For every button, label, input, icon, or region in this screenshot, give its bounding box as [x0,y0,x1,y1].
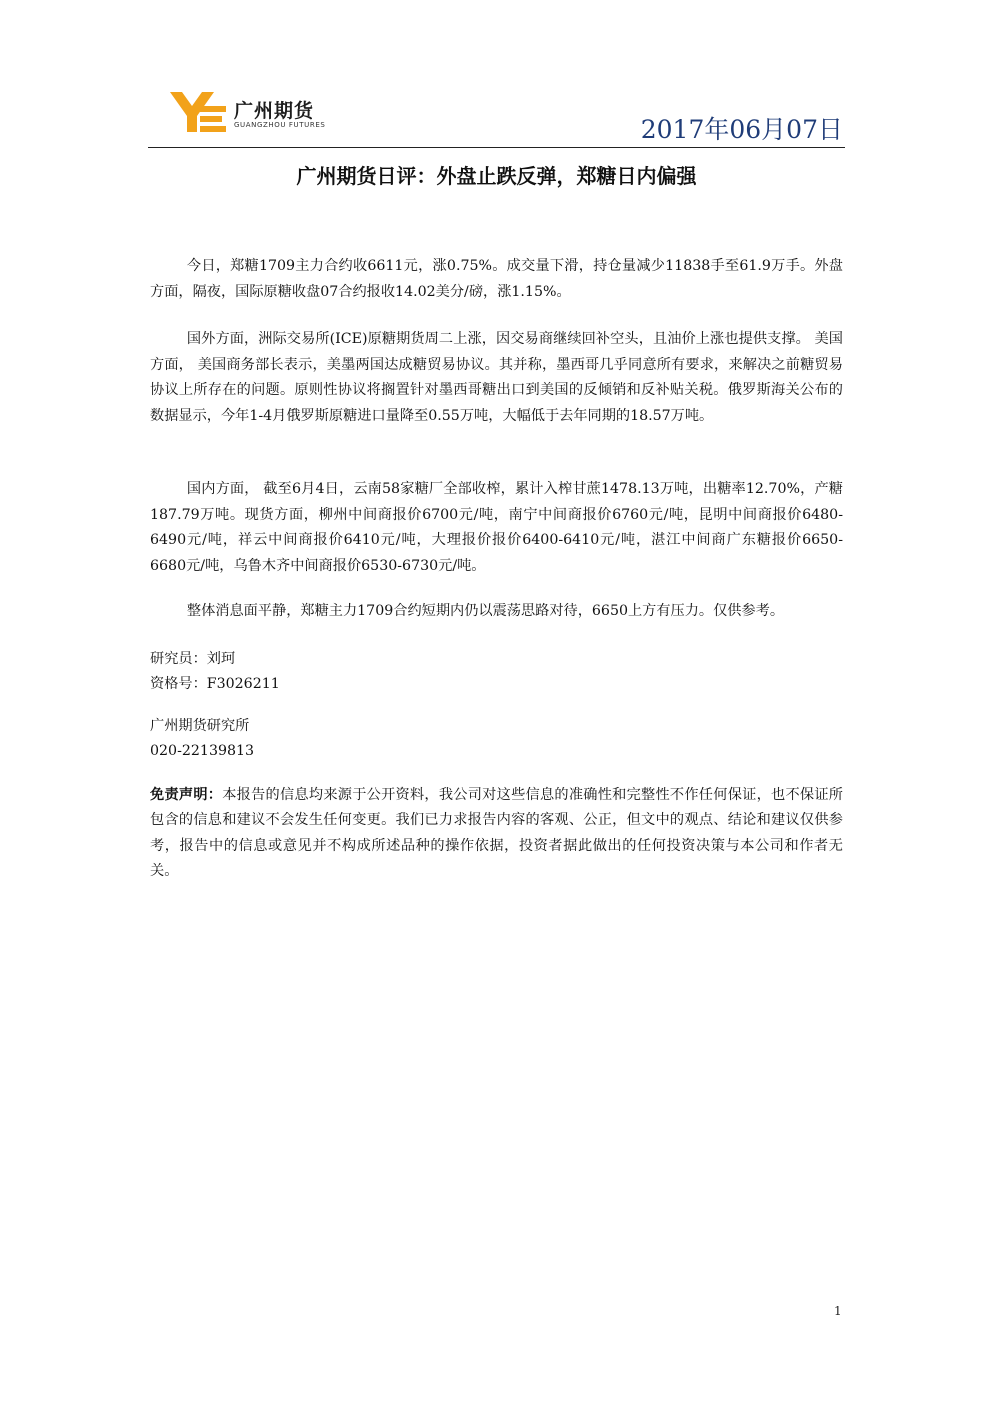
author-block [150,647,843,698]
logo-text-cn: 广州期货 [234,100,315,122]
disclaimer-label: 免责声明： [150,786,223,803]
disclaimer-text: 本报告的信息均来源于公开资料，我公司对这些信息的准确性和完整性不作任何保证，也不保证所包含的信息和建议不会发生任何变更。我们已力求报告内容的客观、公正，但文中的观点、结论和建议仅供参考，报告中的信息或意见并不构成所述品种的操作依据，投资者据此做出的任何投资决策与本公司和作者无关。 [150,786,843,879]
header-divider [148,147,845,148]
paragraph-domestic: 国内方面， 截至6月4日，云南58家糖厂全部收榨，累计入榨甘蔗1478.13万吨，出糖率12.70%，产糖187.79万吨。现货方面，柳州中间商报价6700元/吨，南宁中间商报价6760元/吨，昆明中间商报价6480-6490元/吨，祥云中间商报价6410元/吨，大理报价报价6400-6410元/吨，湛江中间商广东糖报价6650-6680元/吨，乌鲁木齐中间商报价6530-6730元/吨。 [150,481,843,574]
page-number: 1 [834,1304,842,1318]
paragraph-market-summary: 今日，郑糖1709主力合约收6611元，涨0.75%。成交量下滑，持仓量减少11838手至61.9万手。外盘方面，隔夜，国际原糖收盘07合约报收14.02美分/磅，涨1.15%。 [150,258,843,300]
disclaimer [150,783,843,885]
company-logo [170,92,340,134]
logo-mark-icon [170,92,230,132]
license-number: 资格号：F3026211 [150,676,280,692]
paragraph-international: 国外方面，洲际交易所(ICE)原糖期货周二上涨，因交易商继续回补空头，且油价上涨也提供支撑。 美国方面， 美国商务部长表示，美墨两国达成糖贸易协议。其并称，墨西哥几乎同意所有要求，来解决之前糖贸易协议上所存在的问题。原则性协议将搁置针对墨西哥糖出口到美国的反倾销和反补贴关税。俄罗斯海关公布的数据显示，今年1-4月俄罗斯原糖进口量降至0.55万吨，大幅低于去年同期的18.57万吨。 [150,331,843,424]
paragraph-outlook: 整体消息面平静，郑糖主力1709合约短期内仍以震荡思路对待，6650上方有压力。仅供参考。 [186,603,785,619]
institute-name: 广州期货研究所 [150,717,250,734]
page-header [148,84,845,148]
logo-text-en: GUANGZHOU FUTURES [234,121,326,129]
institute-phone: 020-22139813 [150,743,255,759]
researcher-name: 研究员：刘珂 [150,650,236,667]
report-body [150,254,843,885]
report-title: 广州期货日评：外盘止跌反弹，郑糖日内偏强 [296,164,697,188]
report-date: 2017年06月07日 [640,115,843,144]
institute-block [150,714,843,765]
